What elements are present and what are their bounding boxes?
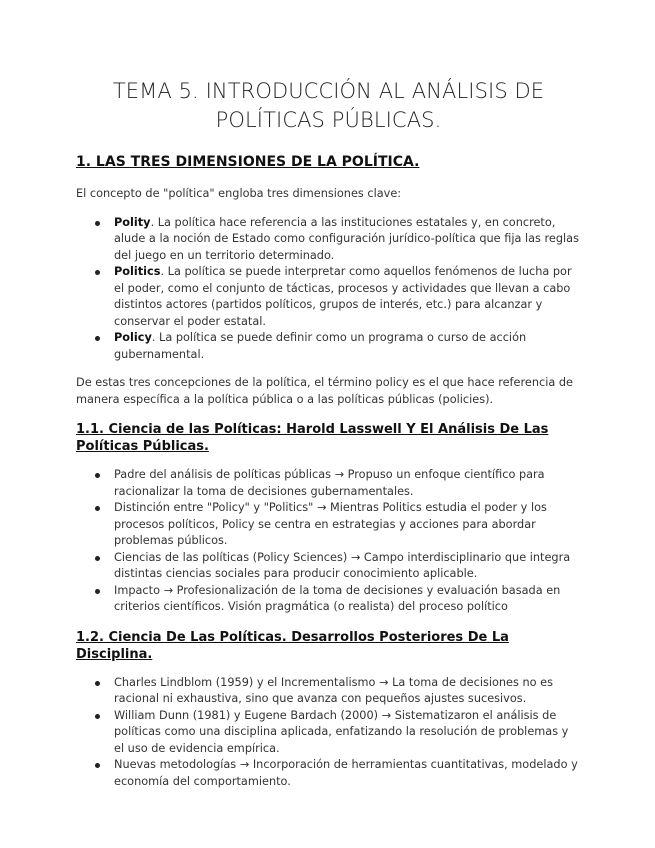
list-item-text: Nuevas metodologías → Incorporación de herramientas cuantitativas, modelado y economía del comportamiento. xyxy=(114,758,578,788)
list-item xyxy=(114,215,581,265)
section-1-2-heading: 1.2. Ciencia De Las Políticas. Desarrollos Posteriores De La Disciplina. xyxy=(76,629,509,662)
list-item xyxy=(114,550,581,583)
section-1-1-list xyxy=(76,467,581,616)
term-description: . La política se puede definir como un programa o curso de acción gubernamental. xyxy=(114,331,527,361)
list-item-text: Padre del análisis de políticas públicas → Propuso un enfoque científico para racionalizar la toma de decisiones gubernamentales. xyxy=(114,468,545,498)
bullet-icon xyxy=(95,763,100,768)
list-item xyxy=(114,467,581,500)
term-politics: Politics xyxy=(114,265,161,278)
title-line-2: POLÍTICAS PÚBLICAS. xyxy=(215,108,442,132)
list-item-text: Distinción entre "Policy" y "Politics" → Mientras Politics estudia el poder y los procesos políticos, Policy se centra en estrategias y acciones para abordar problemas públicos. xyxy=(114,501,547,547)
list-item xyxy=(114,757,581,790)
list-item-text: Impacto → Profesionalización de la toma de decisiones y evaluación basada en criterios científicos. Visión pragmática (o realista) del proceso político xyxy=(114,583,561,613)
list-item xyxy=(114,708,581,758)
bullet-icon xyxy=(95,221,100,226)
bullet-icon xyxy=(95,556,100,561)
list-item xyxy=(114,583,581,616)
bullet-icon xyxy=(95,336,100,341)
bullet-icon xyxy=(95,714,100,719)
list-item xyxy=(114,675,581,708)
term-description: . La política hace referencia a las instituciones estatales y, en concreto, alude a la noción de Estado como configuración jurídico-política que fija las reglas del juego en un territorio determinado. xyxy=(114,215,579,262)
section-1-2-list xyxy=(76,675,581,791)
document-title xyxy=(76,77,581,135)
list-item-text: William Dunn (1981) y Eugene Bardach (2000) → Sistematizaron el análisis de políticas como una disciplina aplicada, enfatizando la resolución de problemas y el uso de evidencia empírica. xyxy=(114,708,569,755)
bullet-icon xyxy=(95,473,100,478)
bullet-icon xyxy=(95,270,100,275)
section-1-1-heading: 1.1. Ciencia de las Políticas: Harold Lasswell Y El Análisis De Las Políticas Públicas. xyxy=(76,422,549,454)
title-line-1: TEMA 5. INTRODUCCIÓN AL ANÁLISIS DE xyxy=(112,79,545,103)
term-policy: Policy xyxy=(114,331,152,344)
list-item-text: Charles Lindblom (1959) y el Incrementalismo → La toma de decisiones no es racional ni exhaustiva, sino que avanza con pequeños ajustes sucesivos. xyxy=(114,675,553,705)
term-polity: Polity xyxy=(114,215,151,229)
list-item xyxy=(114,264,581,330)
term-description: . La política se puede interpretar como aquellos fenómenos de lucha por el poder, como el conjunto de tácticas, procesos y actividades que llevan a cabo distintos actores (partidos políticos, grupos de interés, etc.) para alcanzar y conservar el poder estatal. xyxy=(114,265,572,328)
document-page xyxy=(76,0,581,790)
bullet-icon xyxy=(95,506,100,511)
section-1-intro: El concepto de "política" engloba tres dimensiones clave: xyxy=(76,187,402,200)
bullet-icon xyxy=(95,681,100,686)
section-1-heading: 1. LAS TRES DIMENSIONES DE LA POLÍTICA. xyxy=(76,154,420,170)
section-1-list xyxy=(76,215,581,364)
section-1-closing: De estas tres concepciones de la política, el término policy es el que hace referencia de manera específica a la política pública o a las políticas públicas (policies). xyxy=(76,376,573,406)
bullet-icon xyxy=(95,589,100,594)
list-item-text: Ciencias de las políticas (Policy Sciences) → Campo interdisciplinario que integra distintas ciencias sociales para producir conocimiento aplicable. xyxy=(114,550,571,580)
list-item xyxy=(114,330,581,363)
list-item xyxy=(114,500,581,550)
